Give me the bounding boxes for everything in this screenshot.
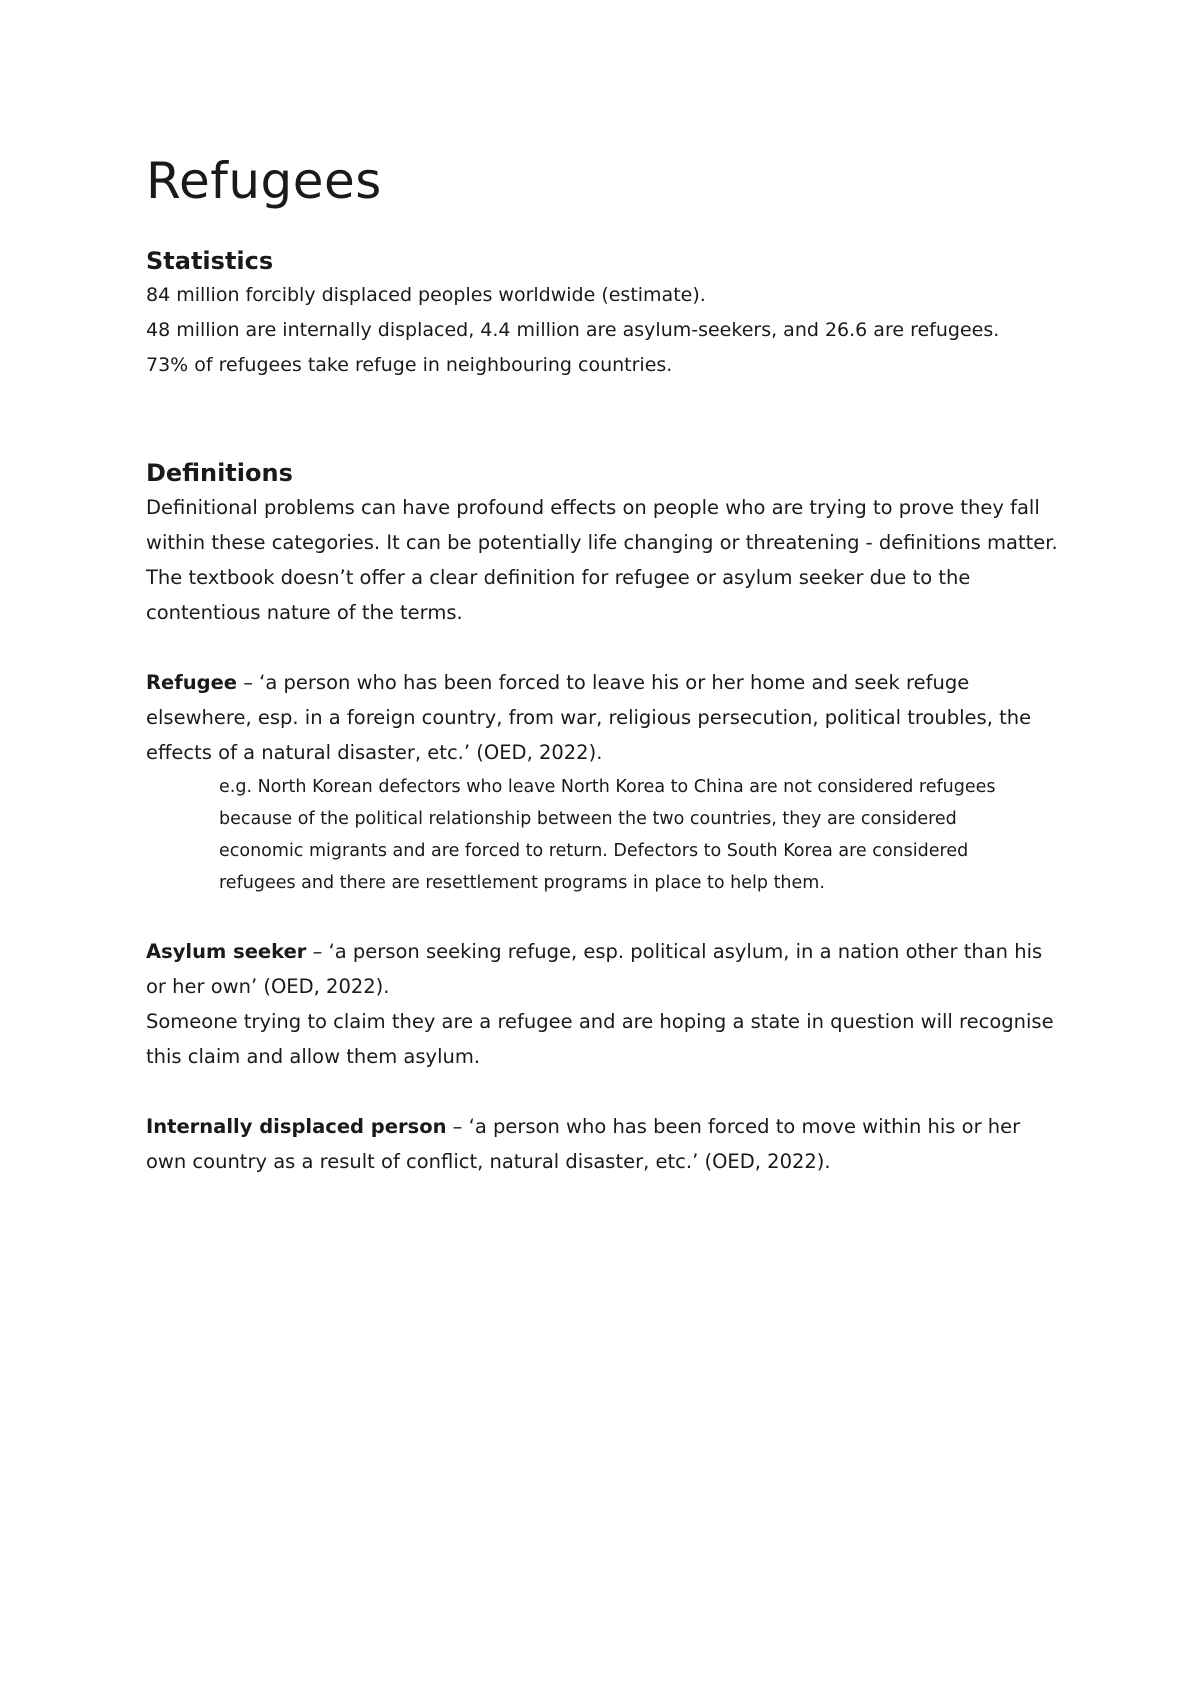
refugee-term: Refugee bbox=[146, 671, 238, 694]
spacer bbox=[146, 1074, 1066, 1109]
asylum-seeker-note: Someone trying to claim they are a refugee and are hoping a state in question will recognise this claim and allow them asylum. bbox=[146, 1010, 1054, 1068]
definitions-heading: Definitions bbox=[146, 459, 293, 487]
spacer bbox=[146, 899, 1066, 934]
statistic-line: 48 million are internally displaced, 4.4 million are asylum-seekers, and 26.6 are refugees. bbox=[146, 319, 1000, 341]
idp-definition bbox=[146, 1109, 1066, 1179]
idp-term: Internally displaced person bbox=[146, 1115, 447, 1138]
asylum-seeker-definition-text: – ‘a person seeking refuge, esp. political asylum, in a nation other than his or her own’ (OED, 2022). bbox=[146, 940, 1043, 998]
refugee-example: e.g. North Korean defectors who leave North Korea to China are not considered refugees because of the political relationship between the two countries, they are considered economic migrants and are forced to return. Defectors to South Korea are considered refugees and there are resettlement programs in place to help them. bbox=[219, 777, 996, 893]
idp-definition-text: – ‘a person who has been forced to move within his or her own country as a result of conflict, natural disaster, etc.’ (OED, 2022). bbox=[146, 1115, 1021, 1173]
statistic-line: 73% of refugees take refuge in neighbouring countries. bbox=[146, 354, 673, 376]
refugee-definition bbox=[146, 665, 1066, 770]
asylum-seeker-term: Asylum seeker bbox=[146, 940, 307, 963]
document-page bbox=[146, 148, 1066, 1179]
document-title: Refugees bbox=[146, 152, 382, 210]
statistics-heading: Statistics bbox=[146, 247, 274, 275]
asylum-seeker-definition bbox=[146, 934, 1066, 1004]
spacer bbox=[146, 630, 1066, 665]
statistic-line: 84 million forcibly displaced peoples worldwide (estimate). bbox=[146, 284, 706, 306]
refugee-definition-text: – ‘a person who has been forced to leave his or her home and seek refuge elsewhere, esp. in a foreign country, from war, religious persecution, political troubles, the effects of a natural disaster, etc.’ (OED, 2022). bbox=[146, 671, 1032, 764]
definitions-intro: Definitional problems can have profound effects on people who are trying to prove they fall within these categories. It can be potentially life changing or threatening - definitions matter. The textbook doesn’t offer a clear definition for refugee or asylum seeker due to the contentious nature of the terms. bbox=[146, 496, 1058, 624]
